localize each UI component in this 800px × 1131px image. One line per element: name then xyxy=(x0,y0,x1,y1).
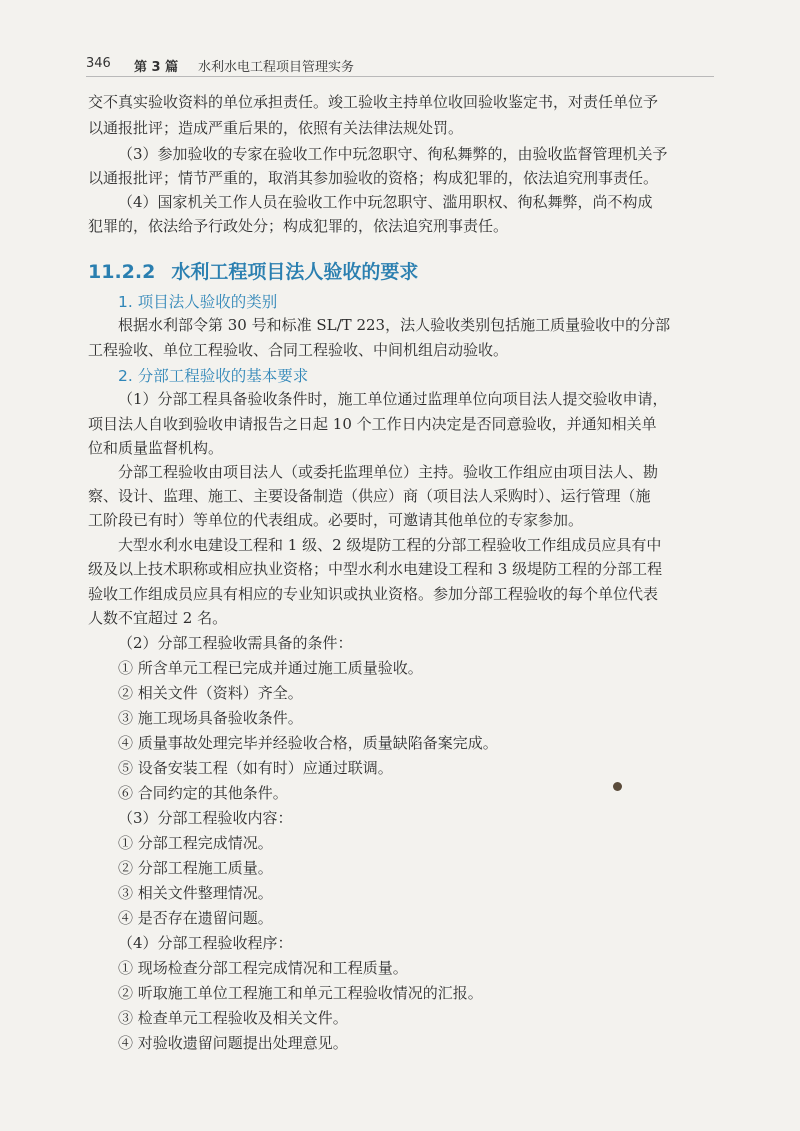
part-label: 第 3 篇 xyxy=(134,60,179,75)
list-item: ⑤ 设备安装工程（如有时）应通过联调。 xyxy=(118,759,393,777)
paragraph-line: 以通报批评；情节严重的，取消其参加验收的资格；构成犯罪的，依法追究刑事责任。 xyxy=(88,169,659,187)
section-title: 水利工程项目法人验收的要求 xyxy=(171,261,419,283)
paragraph-line: 以通报批评；造成严重后果的，依照有关法律法规处罚。 xyxy=(88,119,464,137)
paragraph-line: （2）分部工程验收需具备的条件： xyxy=(118,634,353,652)
paragraph-line: 工程验收、单位工程验收、合同工程验收、中间机组启动验收。 xyxy=(88,341,509,359)
paragraph-line: 察、设计、监理、施工、主要设备制造（供应）商（项目法人采购时）、运行管理（施 xyxy=(88,487,651,505)
paragraph-line: 人数不宜超过 2 名。 xyxy=(88,609,228,627)
ink-blot xyxy=(613,782,622,791)
paragraph-line: （1）分部工程具备验收条件时，施工单位通过监理单位向项目法人提交验收申请， xyxy=(118,390,668,408)
paragraph-line: （4）分部工程验收程序： xyxy=(118,934,293,952)
header-rule xyxy=(86,76,714,77)
paragraph-line: 犯罪的，依法给予行政处分；构成犯罪的，依法追究刑事责任。 xyxy=(88,217,509,235)
paragraph-line: 位和质量监督机构。 xyxy=(88,439,224,457)
list-item: ② 听取施工单位工程施工和单元工程验收情况的汇报。 xyxy=(118,984,483,1002)
paragraph-line: （3）分部工程验收内容： xyxy=(118,809,293,827)
paragraph-line: 交不真实验收资料的单位承担责任。竣工验收主持单位收回验收鉴定书，对责任单位予 xyxy=(88,93,659,111)
subsection-heading: 2. 分部工程验收的基本要求 xyxy=(118,367,309,385)
list-item: ③ 检查单元工程验收及相关文件。 xyxy=(118,1009,348,1027)
list-item: ③ 施工现场具备验收条件。 xyxy=(118,709,303,727)
page-number: 346 xyxy=(86,56,111,71)
list-item: ① 分部工程完成情况。 xyxy=(118,834,273,852)
list-item: ④ 质量事故处理完毕并经验收合格，质量缺陷备案完成。 xyxy=(118,734,498,752)
paragraph-line: 工阶段已有时）等单位的代表组成。必要时，可邀请其他单位的专家参加。 xyxy=(88,511,584,529)
running-header xyxy=(86,52,714,76)
list-item: ① 所含单元工程已完成并通过施工质量验收。 xyxy=(118,659,423,677)
section-heading xyxy=(88,257,418,284)
paragraph-line: 分部工程验收由项目法人（或委托监理单位）主持。验收工作组应由项目法人、勘 xyxy=(118,463,659,481)
paragraph-line: （3）参加验收的专家在验收工作中玩忽职守、徇私舞弊的，由验收监督管理机关予 xyxy=(118,145,668,163)
list-item: ③ 相关文件整理情况。 xyxy=(118,884,273,902)
list-item: ④ 是否存在遗留问题。 xyxy=(118,909,273,927)
paragraph-line: （4）国家机关工作人员在验收工作中玩忽职守、滥用职权、徇私舞弊，尚不构成 xyxy=(118,193,653,211)
list-item: ② 相关文件（资料）齐全。 xyxy=(118,684,303,702)
section-number: 11.2.2 xyxy=(88,261,156,283)
paragraph-line: 大型水利水电建设工程和 1 级、2 级堤防工程的分部工程验收工作组成员应具有中 xyxy=(118,536,662,554)
part-title: 水利水电工程项目管理实务 xyxy=(198,60,355,75)
paragraph-line: 验收工作组成员应具有相应的专业知识或执业资格。参加分部工程验收的每个单位代表 xyxy=(88,585,659,603)
subsection-heading: 1. 项目法人验收的类别 xyxy=(118,293,278,311)
paragraph-line: 项目法人自收到验收申请报告之日起 10 个工作日内决定是否同意验收，并通知相关单 xyxy=(88,415,657,433)
paragraph-line: 级及以上技术职称或相应执业资格；中型水利水电建设工程和 3 级堤防工程的分部工程 xyxy=(88,560,663,578)
paragraph-line: 根据水利部令第 30 号和标准 SL/T 223，法人验收类别包括施工质量验收中的分部 xyxy=(118,316,671,334)
list-item: ① 现场检查分部工程完成情况和工程质量。 xyxy=(118,959,408,977)
list-item: ④ 对验收遗留问题提出处理意见。 xyxy=(118,1034,348,1052)
list-item: ② 分部工程施工质量。 xyxy=(118,859,273,877)
list-item: ⑥ 合同约定的其他条件。 xyxy=(118,784,288,802)
